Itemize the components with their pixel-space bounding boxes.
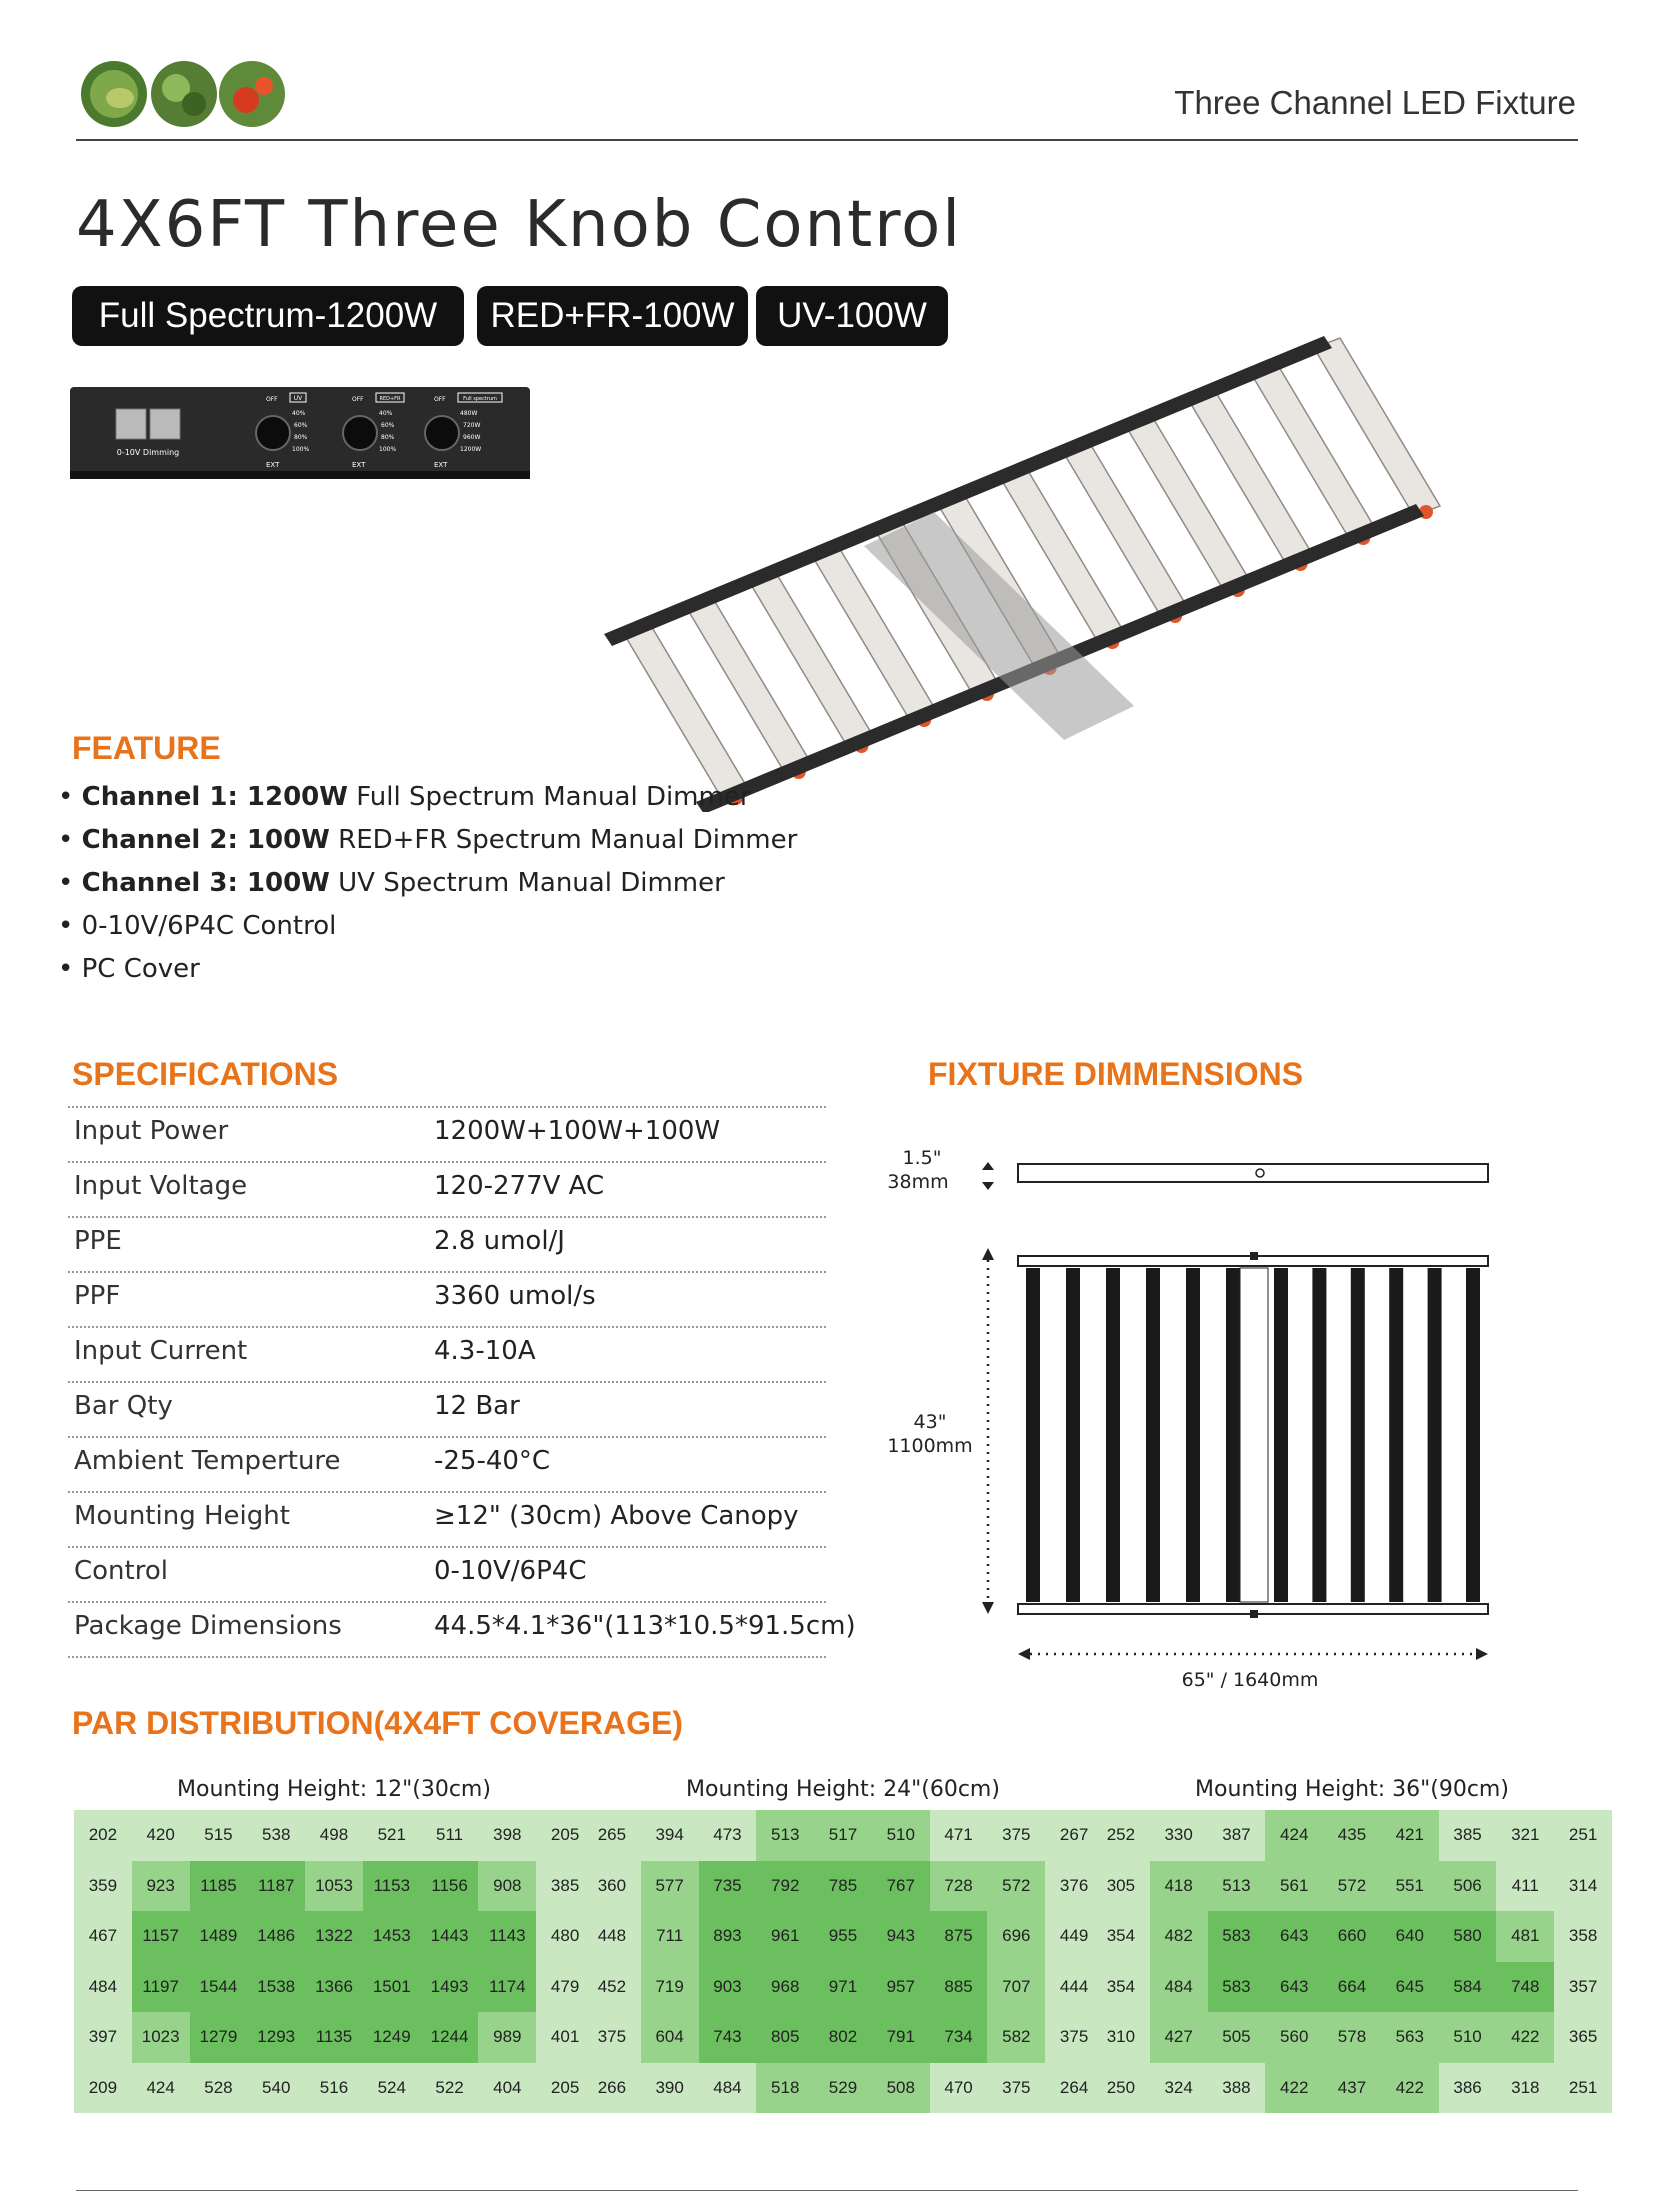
par-cell: 517 — [814, 1810, 872, 1861]
length-arrow-icon — [982, 1248, 994, 1614]
par-cell: 560 — [1265, 2012, 1323, 2063]
spec-label: Input Power — [74, 1116, 229, 1146]
par-cell: 518 — [756, 2063, 814, 2114]
height-mm-label: 38mm — [887, 1171, 949, 1193]
par-cell: 791 — [872, 2012, 930, 2063]
knob-ext: EXT — [434, 461, 448, 469]
par-cell: 452 — [583, 1962, 641, 2013]
par-cell: 1538 — [247, 1962, 305, 2013]
par-cell: 479 — [536, 1962, 594, 2013]
spec-label: Package Dimensions — [74, 1611, 342, 1641]
par-cell: 510 — [1439, 2012, 1497, 2063]
header-divider — [76, 139, 1578, 141]
specifications-title: SPECIFICATIONS — [72, 1056, 339, 1092]
par-cell: 467 — [74, 1911, 132, 1962]
par-block-24in — [583, 1770, 1103, 2113]
header-title: Three Channel LED Fixture — [1174, 84, 1576, 121]
knob-level: 960W — [463, 434, 481, 441]
par-cell: 563 — [1381, 2012, 1439, 2063]
feature-item-bold: Channel 2: 100W — [81, 825, 330, 855]
par-cell: 330 — [1150, 1810, 1208, 1861]
par-cell: 481 — [1496, 1911, 1554, 1962]
height-arrow-icon — [982, 1162, 994, 1190]
par-cell: 583 — [1208, 1911, 1266, 1962]
par-cell: 1489 — [190, 1911, 248, 1962]
par-cell: 411 — [1496, 1861, 1554, 1912]
brand-logo — [76, 54, 291, 134]
par-cell: 955 — [814, 1911, 872, 1962]
par-cell: 397 — [74, 2012, 132, 2063]
par-cell: 498 — [305, 1810, 363, 1861]
par-cell: 660 — [1323, 1911, 1381, 1962]
par-cell: 1135 — [305, 2012, 363, 2063]
spec-value: -25-40°C — [434, 1446, 551, 1476]
par-cell: 422 — [1381, 2063, 1439, 2114]
par-cell: 1443 — [421, 1911, 479, 1962]
par-cell: 604 — [641, 2012, 699, 2063]
par-cell: 424 — [132, 2063, 190, 2114]
par-grid — [1092, 1810, 1612, 2113]
fixture-bar — [1389, 1268, 1403, 1602]
par-cell: 957 — [872, 1962, 930, 2013]
dimensions-title: FIXTURE DIMMENSIONS — [928, 1056, 1304, 1092]
par-cell: 1322 — [305, 1911, 363, 1962]
par-cell: 360 — [583, 1861, 641, 1912]
knob-level: 100% — [379, 446, 397, 453]
par-cell: 318 — [1496, 2063, 1554, 2114]
badge-red-fr: RED+FR-100W — [477, 286, 748, 346]
par-cell: 1544 — [190, 1962, 248, 2013]
knob-level: 480W — [460, 410, 478, 417]
length-inch-label: 43" — [913, 1411, 947, 1433]
par-cell: 420 — [132, 1810, 190, 1861]
par-cell: 707 — [987, 1962, 1045, 2013]
dimension-drawing — [870, 1130, 1520, 1700]
par-cell: 394 — [641, 1810, 699, 1861]
fixture-bar — [1466, 1268, 1480, 1602]
par-cell: 971 — [814, 1962, 872, 2013]
par-cell: 506 — [1439, 1861, 1497, 1912]
spec-label: Bar Qty — [74, 1391, 173, 1421]
par-cell: 540 — [247, 2063, 305, 2114]
spec-value: 3360 umol/s — [434, 1281, 596, 1311]
par-cell: 449 — [1045, 1911, 1103, 1962]
par-cell: 473 — [699, 1810, 757, 1861]
feature-item: • 0-10V/6P4C Control — [58, 911, 337, 941]
par-cell: 376 — [1045, 1861, 1103, 1912]
par-cell: 205 — [536, 1810, 594, 1861]
fixture-bar — [1066, 1268, 1080, 1602]
par-cell: 202 — [74, 1810, 132, 1861]
par-cell: 505 — [1208, 2012, 1266, 2063]
spec-value: 2.8 umol/J — [434, 1226, 565, 1256]
par-cell: 387 — [1208, 1810, 1266, 1861]
par-cell: 1249 — [363, 2012, 421, 2063]
fixture-bar — [1146, 1268, 1160, 1602]
spec-value: 4.3-10A — [434, 1336, 536, 1366]
spec-row — [68, 1491, 826, 1546]
par-cell: 470 — [930, 2063, 988, 2114]
par-cell: 582 — [987, 2012, 1045, 2063]
par-cell: 1293 — [247, 2012, 305, 2063]
par-cell: 444 — [1045, 1962, 1103, 2013]
par-cell: 580 — [1439, 1911, 1497, 1962]
knob-level: 720W — [463, 422, 481, 429]
par-grid — [74, 1810, 594, 2113]
spec-value: 12 Bar — [434, 1391, 520, 1421]
par-cell: 358 — [1554, 1911, 1612, 1962]
fixture-bar — [1226, 1268, 1240, 1602]
par-cell: 510 — [872, 1810, 930, 1861]
par-cell: 267 — [1045, 1810, 1103, 1861]
par-cell: 324 — [1150, 2063, 1208, 2114]
spec-row — [68, 1601, 856, 1658]
page-title: 4X6FT Three Knob Control — [76, 188, 963, 262]
par-cell: 1501 — [363, 1962, 421, 2013]
par-cell: 583 — [1208, 1962, 1266, 2013]
par-cell: 252 — [1092, 1810, 1150, 1861]
fixture-bar — [1186, 1268, 1200, 1602]
feature-item-text: UV Spectrum Manual Dimmer — [329, 868, 725, 898]
par-cell: 767 — [872, 1861, 930, 1912]
par-cell: 528 — [190, 2063, 248, 2114]
par-cell: 645 — [1381, 1962, 1439, 2013]
par-cell: 305 — [1092, 1861, 1150, 1912]
par-cell: 484 — [1150, 1962, 1208, 2013]
par-cell: 538 — [247, 1810, 305, 1861]
par-cell: 209 — [74, 2063, 132, 2114]
par-cell: 251 — [1554, 2063, 1612, 2114]
length-mm-label: 1100mm — [887, 1435, 973, 1457]
spec-row — [68, 1436, 826, 1491]
fixture-bar — [1428, 1268, 1442, 1602]
par-cell: 435 — [1323, 1810, 1381, 1861]
par-cell: 1197 — [132, 1962, 190, 2013]
spec-label: Input Voltage — [74, 1171, 248, 1201]
par-cell: 968 — [756, 1962, 814, 2013]
par-cell: 354 — [1092, 1911, 1150, 1962]
par-cell: 266 — [583, 2063, 641, 2114]
spec-label: PPE — [74, 1226, 122, 1256]
par-cell: 875 — [930, 1911, 988, 1962]
par-cell: 989 — [478, 2012, 536, 2063]
par-cell: 696 — [987, 1911, 1045, 1962]
knob-level: OFF — [266, 396, 278, 403]
knob-level: 60% — [294, 422, 308, 429]
par-cell: 310 — [1092, 2012, 1150, 2063]
par-cell: 388 — [1208, 2063, 1266, 2114]
spec-label: Input Current — [74, 1336, 248, 1366]
par-cell: 1453 — [363, 1911, 421, 1962]
par-cell: 1143 — [478, 1911, 536, 1962]
par-cell: 893 — [699, 1911, 757, 1962]
par-cell: 572 — [987, 1861, 1045, 1912]
par-cell: 521 — [363, 1810, 421, 1861]
par-cell: 375 — [1045, 2012, 1103, 2063]
spec-value: 1200W+100W+100W — [434, 1116, 721, 1146]
fixture-bar — [1312, 1268, 1326, 1602]
spec-value: 0-10V/6P4C — [434, 1556, 587, 1586]
par-cell: 584 — [1439, 1962, 1497, 2013]
par-cell: 482 — [1150, 1911, 1208, 1962]
spec-row — [68, 1326, 826, 1381]
center-driver — [1240, 1268, 1268, 1602]
par-cell: 484 — [699, 2063, 757, 2114]
feature-item-bold: Channel 3: 100W — [81, 868, 330, 898]
par-cell: 785 — [814, 1861, 872, 1912]
par-cell: 734 — [930, 2012, 988, 2063]
par-cell: 359 — [74, 1861, 132, 1912]
fixture-bar — [1351, 1268, 1365, 1602]
specifications-table — [68, 1106, 856, 1658]
par-cell: 719 — [641, 1962, 699, 2013]
par-cell: 1157 — [132, 1911, 190, 1962]
par-block-12in — [74, 1770, 594, 2113]
footer-divider — [76, 2190, 1578, 2191]
par-cell: 640 — [1381, 1911, 1439, 1962]
par-cell: 577 — [641, 1861, 699, 1912]
par-caption: Mounting Height: 24"(60cm) — [686, 1777, 1000, 1802]
par-cell: 805 — [756, 2012, 814, 2063]
par-cell: 321 — [1496, 1810, 1554, 1861]
feature-item-bold: Channel 1: 1200W — [81, 782, 348, 812]
knob-level: 100% — [292, 446, 310, 453]
par-cell: 357 — [1554, 1962, 1612, 2013]
spec-label: Control — [74, 1556, 168, 1586]
par-cell: 908 — [478, 1861, 536, 1912]
fixture-bar — [1026, 1268, 1040, 1602]
par-cell: 903 — [699, 1962, 757, 2013]
par-cell: 1053 — [305, 1861, 363, 1912]
par-cell: 385 — [1439, 1810, 1497, 1861]
spec-row — [68, 1381, 826, 1436]
par-cell: 354 — [1092, 1962, 1150, 2013]
par-cell: 375 — [987, 1810, 1045, 1861]
par-cell: 314 — [1554, 1861, 1612, 1912]
spec-value: 44.5*4.1*36"(113*10.5*91.5cm) — [434, 1611, 856, 1641]
par-caption: Mounting Height: 12"(30cm) — [177, 1777, 491, 1802]
par-cell: 792 — [756, 1861, 814, 1912]
knob-level: OFF — [352, 396, 364, 403]
par-cell: 1244 — [421, 2012, 479, 2063]
par-cell: 524 — [363, 2063, 421, 2114]
spec-row — [68, 1161, 826, 1216]
feature-item-text: 0-10V/6P4C Control — [81, 911, 337, 941]
par-cell: 578 — [1323, 2012, 1381, 2063]
spec-value: ≥12" (30cm) Above Canopy — [434, 1501, 799, 1531]
par-cell: 943 — [872, 1911, 930, 1962]
par-cell: 1486 — [247, 1911, 305, 1962]
feature-item-text: PC Cover — [81, 954, 200, 984]
spec-row — [68, 1216, 826, 1271]
spec-value: 120-277V AC — [434, 1171, 605, 1201]
feature-list — [58, 776, 797, 991]
par-cell: 390 — [641, 2063, 699, 2114]
par-cell: 664 — [1323, 1962, 1381, 2013]
knob-ext: EXT — [266, 461, 280, 469]
par-cell: 251 — [1554, 1810, 1612, 1861]
par-cell: 205 — [536, 2063, 594, 2114]
knob-level: 1200W — [460, 446, 482, 453]
par-cell: 516 — [305, 2063, 363, 2114]
par-cell: 643 — [1265, 1911, 1323, 1962]
par-cell: 522 — [421, 2063, 479, 2114]
par-cell: 375 — [987, 2063, 1045, 2114]
par-block-36in — [1092, 1770, 1612, 2113]
par-cell: 551 — [1381, 1861, 1439, 1912]
par-cell: 484 — [74, 1962, 132, 2013]
par-cell: 422 — [1496, 2012, 1554, 2063]
spec-row — [68, 1546, 826, 1601]
feature-item-text: RED+FR Spectrum Manual Dimmer — [329, 825, 798, 855]
par-cell: 1185 — [190, 1861, 248, 1912]
par-cell: 1187 — [247, 1861, 305, 1912]
knob-level: 60% — [381, 422, 395, 429]
knob-level: OFF — [434, 396, 446, 403]
feature-item: • Channel 2: 100W RED+FR Spectrum Manual Dimmer — [58, 825, 798, 855]
par-cell: 250 — [1092, 2063, 1150, 2114]
par-cell: 529 — [814, 2063, 872, 2114]
par-cell: 437 — [1323, 2063, 1381, 2114]
par-cell: 1023 — [132, 2012, 190, 2063]
knob-level: 40% — [379, 410, 393, 417]
par-cell: 422 — [1265, 2063, 1323, 2114]
par-cell: 265 — [583, 1810, 641, 1861]
par-cell: 1493 — [421, 1962, 479, 2013]
par-cell: 404 — [478, 2063, 536, 2114]
par-cell: 1279 — [190, 2012, 248, 2063]
feature-item: • Channel 3: 100W UV Spectrum Manual Dimmer — [58, 868, 725, 898]
feature-item: • PC Cover — [58, 954, 200, 984]
par-cell: 743 — [699, 2012, 757, 2063]
par-cell: 365 — [1554, 2012, 1612, 2063]
par-cell: 1366 — [305, 1962, 363, 2013]
par-cell: 735 — [699, 1861, 757, 1912]
badge-full-spectrum: Full Spectrum-1200W — [72, 286, 464, 346]
knob-ext: EXT — [352, 461, 366, 469]
par-cell: 398 — [478, 1810, 536, 1861]
par-cell: 923 — [132, 1861, 190, 1912]
par-title: PAR DISTRIBUTION(4X4FT COVERAGE) — [72, 1705, 683, 1741]
par-cell: 264 — [1045, 2063, 1103, 2114]
par-cell: 711 — [641, 1911, 699, 1962]
par-cell: 427 — [1150, 2012, 1208, 2063]
par-cell: 961 — [756, 1911, 814, 1962]
knob-level: 80% — [294, 434, 308, 441]
par-cell: 515 — [190, 1810, 248, 1861]
par-cell: 401 — [536, 2012, 594, 2063]
par-cell: 643 — [1265, 1962, 1323, 2013]
knob-level: 40% — [292, 410, 306, 417]
par-cell: 885 — [930, 1962, 988, 2013]
par-cell: 513 — [756, 1810, 814, 1861]
fixture-product-image — [604, 336, 1616, 812]
par-cell: 424 — [1265, 1810, 1323, 1861]
par-cell: 471 — [930, 1810, 988, 1861]
fixture-bar — [1274, 1268, 1288, 1602]
par-cell: 480 — [536, 1911, 594, 1962]
width-label: 65" / 1640mm — [1181, 1669, 1319, 1691]
feature-item: • Channel 1: 1200W Full Spectrum Manual Dimmer — [58, 782, 751, 812]
spec-row — [68, 1106, 826, 1161]
par-cell: 511 — [421, 1810, 479, 1861]
knob-tag: RED+FR — [379, 396, 401, 402]
par-cell: 1174 — [478, 1962, 536, 2013]
par-cell: 386 — [1439, 2063, 1497, 2114]
par-cell: 802 — [814, 2012, 872, 2063]
side-profile — [1018, 1164, 1488, 1182]
bar-group — [1026, 1268, 1480, 1602]
height-inch-label: 1.5" — [902, 1147, 942, 1169]
par-cell: 513 — [1208, 1861, 1266, 1912]
par-cell: 418 — [1150, 1861, 1208, 1912]
width-arrow-icon — [1018, 1648, 1488, 1660]
port-label: 0-10V Dimming — [116, 448, 180, 457]
par-caption: Mounting Height: 36"(90cm) — [1195, 1777, 1509, 1802]
knob-level: 80% — [381, 434, 395, 441]
par-cell: 1153 — [363, 1861, 421, 1912]
par-cell: 561 — [1265, 1861, 1323, 1912]
feature-title: FEATURE — [72, 730, 221, 766]
spec-label: Ambient Temperture — [74, 1446, 341, 1476]
badge-uv: UV-100W — [756, 286, 948, 346]
knob-tag: Full spectrum — [463, 396, 497, 402]
spec-label: Mounting Height — [74, 1501, 290, 1531]
par-cell: 448 — [583, 1911, 641, 1962]
par-cell: 375 — [583, 2012, 641, 2063]
par-cell: 1156 — [421, 1861, 479, 1912]
par-grid — [583, 1810, 1103, 2113]
fixture-bar — [1106, 1268, 1120, 1602]
knob-control-panel — [70, 387, 530, 479]
par-cell: 385 — [536, 1861, 594, 1912]
par-cell: 572 — [1323, 1861, 1381, 1912]
par-cell: 748 — [1496, 1962, 1554, 2013]
spec-row — [68, 1271, 826, 1326]
par-cell: 421 — [1381, 1810, 1439, 1861]
spec-label: PPF — [74, 1281, 121, 1311]
feature-item-text: Full Spectrum Manual Dimmer — [347, 782, 751, 812]
par-cell: 508 — [872, 2063, 930, 2114]
par-cell: 728 — [930, 1861, 988, 1912]
knob-tag: UV — [293, 395, 303, 402]
